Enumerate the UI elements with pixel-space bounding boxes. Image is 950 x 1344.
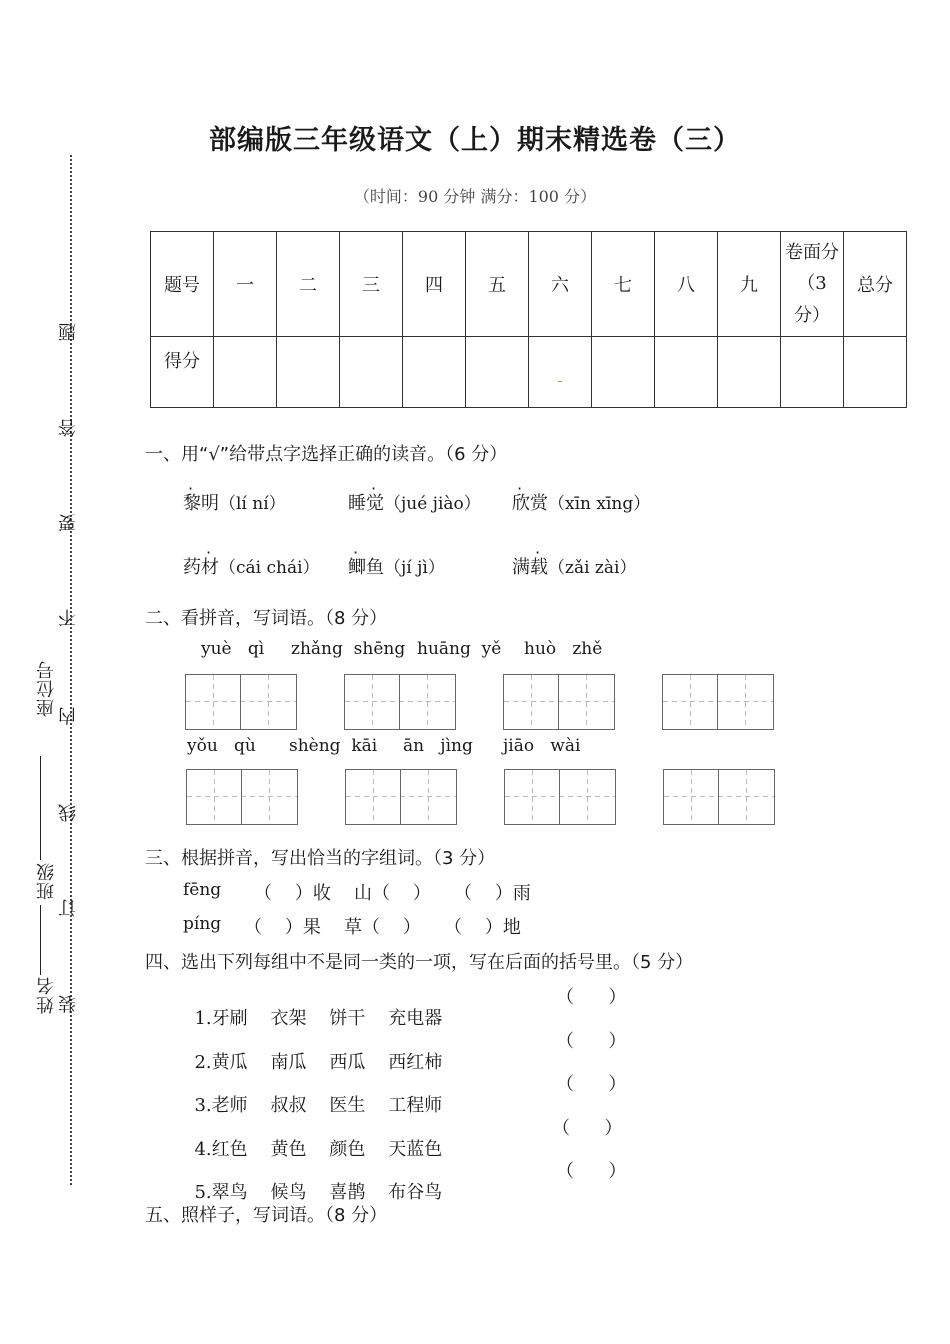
q5-heading: 五、照样子，写词语。（8 分） (145, 1205, 388, 1226)
fill-blank[interactable]: 草（ ） (344, 917, 421, 938)
item-number: 2. (194, 1052, 212, 1073)
pinyin-label: huò zhě (524, 639, 603, 659)
pinyin-label: yuè qì (201, 639, 265, 659)
item-words: 红色 黄色 颜色 天蓝色 (211, 1139, 443, 1160)
neatness-score-header (781, 232, 844, 337)
item-words: 老师 叔叔 医生 工程师 (211, 1095, 443, 1116)
writing-grid-box[interactable] (186, 769, 298, 825)
score-cell[interactable] (592, 337, 655, 408)
fill-blank[interactable]: （ ）雨 (454, 883, 531, 904)
margin-char-yao: 要 (58, 513, 79, 532)
q4-item (183, 1114, 442, 1161)
pinyin-options: （cái chái） (219, 558, 320, 578)
q4-item (183, 1027, 442, 1074)
column-header: 三 (340, 232, 403, 337)
column-header: 二 (277, 232, 340, 337)
margin-char-da: 答 (58, 418, 79, 437)
pinyin-label: fēng (183, 880, 222, 900)
writing-grid-box[interactable] (663, 769, 775, 825)
seat-number-label: 座位号 (36, 660, 57, 717)
fill-blank[interactable]: 山（ ） (354, 883, 431, 904)
q1-heading: 一、用“√”给带点字选择正确的读音。（6 分） (145, 444, 508, 465)
column-header: 一 (214, 232, 277, 337)
column-header: 八 (655, 232, 718, 337)
header-label-cell: 题号 (151, 232, 214, 337)
writing-grid-box[interactable] (344, 674, 456, 730)
score-cell[interactable] (403, 337, 466, 408)
q1-item[interactable]: 睡觉（jué jiào） (348, 493, 481, 514)
q1-item[interactable]: 药材（cái chái） (183, 557, 320, 578)
fill-blank[interactable]: （ ）果 (244, 917, 321, 938)
pinyin-label: huāng yě (417, 639, 502, 659)
pinyin-options: （xīn xīng） (548, 494, 651, 514)
score-cell[interactable] (277, 337, 340, 408)
q2-heading: 二、看拼音，写词语。（8 分） (145, 608, 388, 629)
dotted-char: 觉 (366, 493, 384, 514)
score-cell[interactable] (655, 337, 718, 408)
item-number: 4. (194, 1139, 212, 1160)
total-header: 总分 (844, 232, 907, 337)
column-header: 六 (529, 232, 592, 337)
item-number: 5. (194, 1182, 212, 1203)
margin-char-xian: 线 (58, 803, 79, 822)
q1-item[interactable]: 鲫鱼（jí jì） (348, 557, 445, 578)
class-blank-line (40, 756, 41, 860)
name-label: 姓名 (36, 976, 57, 1014)
margin-char-nei: 内 (58, 706, 79, 725)
column-header: 四 (403, 232, 466, 337)
q4-item (183, 983, 442, 1030)
dotted-char: 载 (530, 557, 548, 578)
margin-char-ding: 订 (58, 898, 79, 917)
q1-item[interactable]: 欣赏（xīn xīng） (512, 493, 651, 514)
margin-char-zhuang: 装 (58, 994, 79, 1013)
column-header: 九 (718, 232, 781, 337)
writing-grid-box[interactable] (345, 769, 457, 825)
neatness-line: 卷面分 (785, 241, 839, 263)
item-words: 翠鸟 候鸟 喜鹊 布谷鸟 (211, 1182, 443, 1203)
pinyin-options: （zǎi zài） (548, 558, 637, 578)
score-cell[interactable] (529, 337, 592, 408)
fill-blank[interactable]: （ ）收 (254, 883, 331, 904)
column-header: 七 (592, 232, 655, 337)
margin-char-ti: 题 (58, 322, 79, 341)
pinyin-options: （lí ní） (219, 494, 286, 514)
writing-grid-box[interactable] (185, 674, 297, 730)
class-label: 班级 (36, 862, 57, 900)
answer-paren[interactable]: （ ） (556, 1161, 627, 1182)
answer-paren[interactable]: （ ） (556, 1031, 627, 1052)
item-words: 牙刷 衣架 饼干 充电器 (211, 1008, 443, 1029)
answer-paren[interactable]: （ ） (552, 1118, 623, 1139)
score-table (150, 231, 907, 408)
fill-blank[interactable]: （ ）地 (444, 917, 521, 938)
neatness-line: 分） (794, 304, 830, 326)
q4-item (183, 1157, 442, 1204)
pinyin-label: píng (183, 914, 222, 934)
binding-dotted-line (70, 155, 72, 1185)
score-cell[interactable] (844, 337, 907, 408)
q3-heading: 三、根据拼音，写出恰当的字组词。（3 分） (145, 848, 496, 869)
dotted-char: 黎 (183, 493, 201, 514)
dotted-char: 鲫 (348, 557, 366, 578)
item-number: 1. (194, 1008, 212, 1029)
answer-paren[interactable]: （ ） (556, 1074, 627, 1095)
score-cell[interactable] (718, 337, 781, 408)
margin-char-bu: 不 (58, 608, 79, 627)
pinyin-label: shèng kāi (289, 736, 378, 756)
pinyin-label: ān jìng (403, 736, 473, 756)
pinyin-options: （jué jiào） (384, 494, 481, 514)
item-number: 3. (194, 1095, 212, 1116)
pinyin-label: jiāo wài (503, 736, 581, 756)
dotted-char: 材 (201, 557, 219, 578)
answer-paren[interactable]: （ ） (556, 987, 627, 1008)
q1-item[interactable]: 满载（zǎi zài） (512, 557, 637, 578)
score-label: 得分 (164, 351, 200, 372)
score-cell[interactable] (466, 337, 529, 408)
pinyin-label: yǒu qù (187, 736, 256, 756)
dotted-char: 欣 (512, 493, 530, 514)
score-cell[interactable] (340, 337, 403, 408)
neatness-line: （3 (797, 273, 827, 295)
exam-subtitle: （时间：90 分钟 满分：100 分） (353, 187, 597, 206)
score-cell[interactable] (781, 337, 844, 408)
q4-item (183, 1070, 442, 1117)
item-words: 黄瓜 南瓜 西瓜 西红柿 (211, 1052, 443, 1073)
pinyin-label: zhǎng shēng (291, 639, 406, 659)
column-header: 五 (466, 232, 529, 337)
score-cell[interactable] (214, 337, 277, 408)
exam-title: 部编版三年级语文（上）期末精选卷（三） (209, 125, 741, 156)
score-label-cell (151, 337, 214, 408)
name-blank-line (40, 905, 41, 975)
q1-item[interactable]: 黎明（lí ní） (183, 493, 286, 514)
pinyin-options: （jí jì） (384, 558, 445, 578)
stray-mark (558, 381, 562, 382)
writing-grid-box[interactable] (503, 674, 615, 730)
writing-grid-box[interactable] (504, 769, 616, 825)
writing-grid-box[interactable] (662, 674, 774, 730)
q4-heading: 四、选出下列每组中不是同一类的一项，写在后面的括号里。（5 分） (145, 952, 694, 973)
